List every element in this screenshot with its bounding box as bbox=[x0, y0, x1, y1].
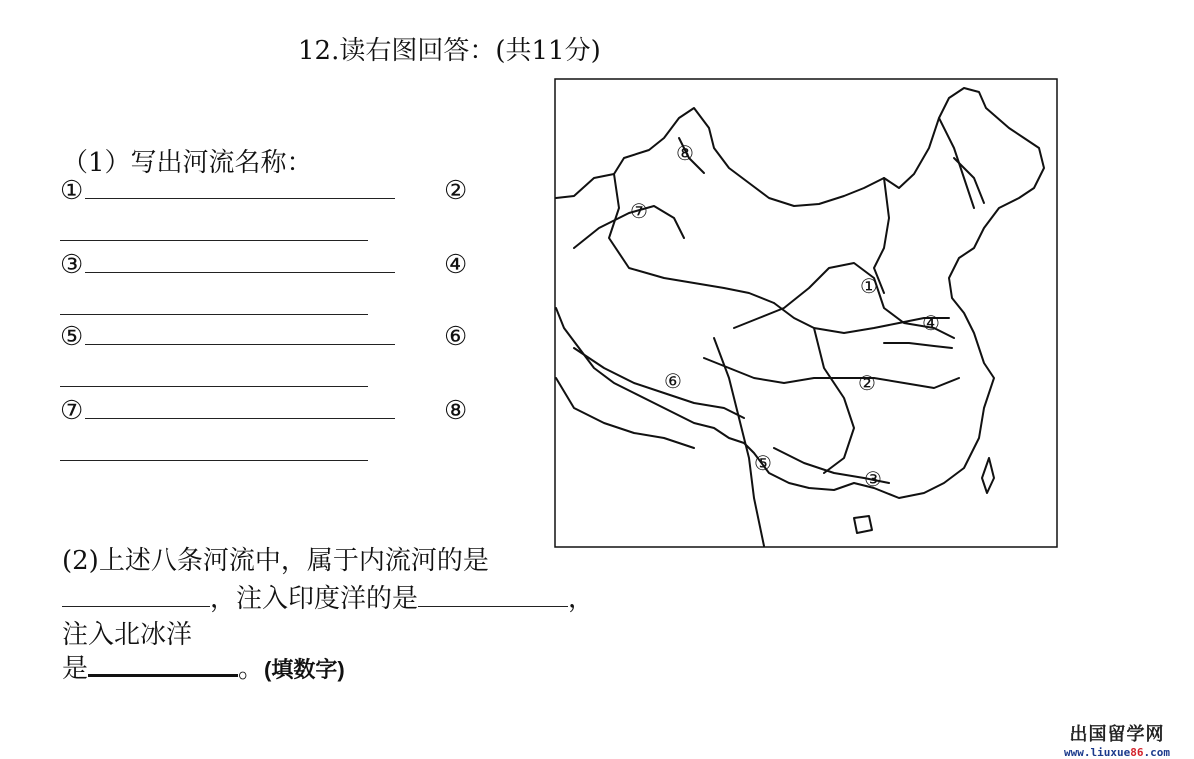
answer-row-1 bbox=[60, 176, 395, 206]
watermark bbox=[1064, 720, 1170, 759]
answer-number: ⑦ bbox=[60, 396, 84, 426]
answer-row-2 bbox=[60, 250, 395, 280]
answer-blank-line[interactable] bbox=[60, 240, 368, 241]
part2-line4 bbox=[62, 648, 345, 685]
watermark-url-highlight: 86 bbox=[1130, 746, 1144, 759]
answer-row-3 bbox=[60, 322, 395, 352]
answer-blank-line[interactable] bbox=[60, 460, 368, 461]
part2-end-text: ， bbox=[568, 584, 595, 614]
part2-tail-text: 。 bbox=[238, 654, 265, 684]
map-label: ① bbox=[860, 274, 878, 298]
answer-row-4 bbox=[60, 396, 395, 426]
answer-blank[interactable] bbox=[85, 322, 395, 345]
map-label: ⑤ bbox=[754, 451, 772, 475]
answer-blank-inland[interactable] bbox=[62, 586, 210, 607]
watermark-name: 出国留学网 bbox=[1069, 724, 1165, 745]
answer-number: ③ bbox=[60, 250, 84, 280]
answer-number-right: ④ bbox=[444, 250, 468, 280]
map-label: ⑧ bbox=[676, 141, 694, 165]
answer-number: ⑤ bbox=[60, 322, 84, 352]
answer-blank-arctic-ocean[interactable] bbox=[88, 654, 238, 677]
part1-prompt: （1）写出河流名称： bbox=[62, 148, 313, 178]
part2-line3: 注入北冰洋 bbox=[62, 620, 193, 650]
answer-number-right: ⑧ bbox=[444, 396, 468, 426]
answer-blank-line[interactable] bbox=[60, 386, 368, 387]
watermark-url-prefix: www.liuxue bbox=[1064, 746, 1131, 759]
answer-number-right: ⑥ bbox=[444, 322, 468, 352]
map-label: ⑥ bbox=[664, 369, 682, 393]
watermark-url bbox=[1064, 746, 1170, 759]
part2-line2 bbox=[62, 578, 594, 615]
answer-blank[interactable] bbox=[85, 250, 395, 273]
map-label: ③ bbox=[864, 467, 882, 491]
part2-mid-text: ，注入印度洋的是 bbox=[210, 584, 419, 614]
answer-number-right: ② bbox=[444, 176, 468, 206]
map-label: ⑦ bbox=[630, 199, 648, 223]
china-river-map bbox=[554, 78, 1058, 548]
part2-prompt: (2)上述八条河流中，属于内流河的是 bbox=[62, 546, 489, 576]
answer-blank[interactable] bbox=[85, 396, 395, 419]
answer-number: ① bbox=[60, 176, 84, 206]
map-label: ② bbox=[858, 371, 876, 395]
answer-blank[interactable] bbox=[85, 176, 395, 199]
map-label: ④ bbox=[922, 311, 940, 335]
question-title: 12.读右图回答：(共11分) bbox=[298, 36, 601, 66]
part2-line4-text: 是 bbox=[62, 654, 89, 684]
part2-note: (填数字) bbox=[264, 657, 345, 682]
answer-blank-line[interactable] bbox=[60, 314, 368, 315]
watermark-url-suffix: .com bbox=[1143, 746, 1170, 759]
answer-blank-indian-ocean[interactable] bbox=[418, 586, 568, 607]
